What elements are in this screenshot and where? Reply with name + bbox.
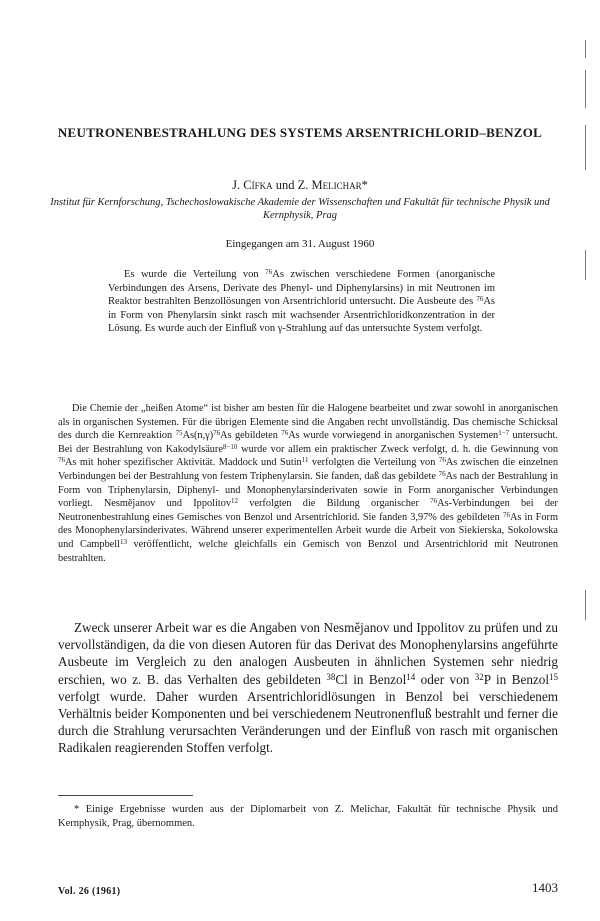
margin-line	[585, 250, 586, 280]
author-conjunction: und Z.	[272, 178, 312, 192]
footnote-text: * Einige Ergebnisse wurden aus der Diplomarbeit von Z. Melichar, Fakultät für technische Physik und Kernphysik, Prag, übernommen.	[58, 804, 558, 829]
abstract-paragraph: Es wurde die Verteilung von $^{76}$As zwischen verschiedene Formen (anorganische Verbindungen des Arsens, Derivate des Phenyl- und Diphenylarsins) in mit Neutronen im Reaktor bestrahlten Benzollösungen von Arsentrichlorid untersucht. Die Ausbeute des $^{76}$As in Form von Phenylarsin sinkt rasch mit wachsender Arsentrichloridkonzentration in der Lösung. Es wurde auch der Einfluß von γ-Strahlung auf das untersuchte System verfolgt.	[108, 267, 495, 335]
margin-line	[585, 70, 586, 108]
main-text	[58, 619, 558, 757]
margin-line	[585, 125, 586, 170]
article-title: NEUTRONENBESTRAHLUNG DES SYSTEMS ARSENTRICHLORID–BENZOL	[57, 125, 543, 140]
margin-line	[585, 590, 586, 620]
footnote	[58, 803, 558, 831]
journal-volume: Vol. 26 (1961)	[58, 886, 121, 897]
abstract	[108, 268, 495, 336]
institute-affiliation: Institut für Kernforschung, Tschechoslowakische Akademie der Wissenschaften und Fakultät für technische Physik und Kernphysik, Prag	[50, 197, 550, 221]
author2-name: Melichar	[311, 178, 362, 192]
author1-name: Cífka	[243, 178, 273, 192]
footnote-divider	[58, 795, 193, 796]
margin-line	[585, 40, 586, 58]
authors-line	[40, 178, 560, 193]
received-date: Eingegangen am 31. August 1960	[225, 238, 375, 250]
author1-initial: J.	[232, 178, 244, 192]
author-footnote-mark: *	[361, 178, 368, 192]
intro-paragraph: Die Chemie der „heißen Atome“ ist bisher am besten für die Halogene bearbeitet und zwar sowohl in anorganischen als in organischen Systemen. Für die übrigen Elemente sind die Angaben recht unvollständig. Das chemische Schicksal des durch die Kernreaktion $^{75}As(n,\gamma)^{76}As$ gebildeten $^{76}$As wurde vorwiegend in anorganischen Systemen$^{1-7}$ untersucht. Bei der Bestrahlung von Kakodylsäure$^{8-10}$ wurde vor allem ein praktischer Zweck verfolgt, d. h. die Gewinnung von $^{76}$As mit hoher spezifischer Aktivität. Maddock und Sutin$^{11}$ verfolgten die Verteilung von $^{76}$As zwischen die einzelnen Verbindungen bei der Bestrahlung von festem Triphenylarsin. Sie fanden, daß das gebildete $^{76}$As nach der Bestrahlung in Form von Triphenylarsin, Diphenyl- und Monophenylarsinderivaten sowie in Form anorganischer Verbindungen vorliegt. Nesmějanov und Ippolitov$^{12}$ verfolgten die Bildung organischer $^{76}$As-Verbindungen bei der Neutronenbestrahlung eines Gemisches von Benzol und Arsentrichlorid. Sie fanden 3,97% des gebildeten $^{76}$As in Form des Monophenylarsinderivates. Während unserer experimentellen Arbeit wurde die Arbeit von Siekierska, Sokolowska und Campbell$^{13}$ veröffentlicht, welche gleichfalls ein Gemisch von Benzol und Arsentrichlorid mit Neutronen bestrahlten.	[58, 403, 558, 564]
page-number: 1403	[532, 880, 558, 895]
introduction	[58, 402, 558, 565]
main-paragraph: Zweck unserer Arbeit war es die Angaben von Nesmějanov und Ippolitov zu prüfen und zu vervollständigen, da die von diesen Autoren für das Derivat des Monophenylarsins angeführte Ausbeute im Vergleich zu den analogen Ausbeuten in ähnlichen Systemen sehr niedrig erschien, wo z. B. das Verhalten des gebildeten $^{38}$Cl in Benzol$^{14}$ oder von $^{32}$P in Benzol$^{15}$ verfolgt wurde. Daher wurden Arsentrichloridlösungen in Benzol bei verschiedenem Verhältnis beider Komponenten und bei verschiedenem Neutronenfluß bestrahlt und ferner die durch die Strahlung verursachten Veränderungen und der Einfluß von rasch mit organischen Radikalen reagierenden Stoffen verfolgt.	[58, 620, 558, 756]
